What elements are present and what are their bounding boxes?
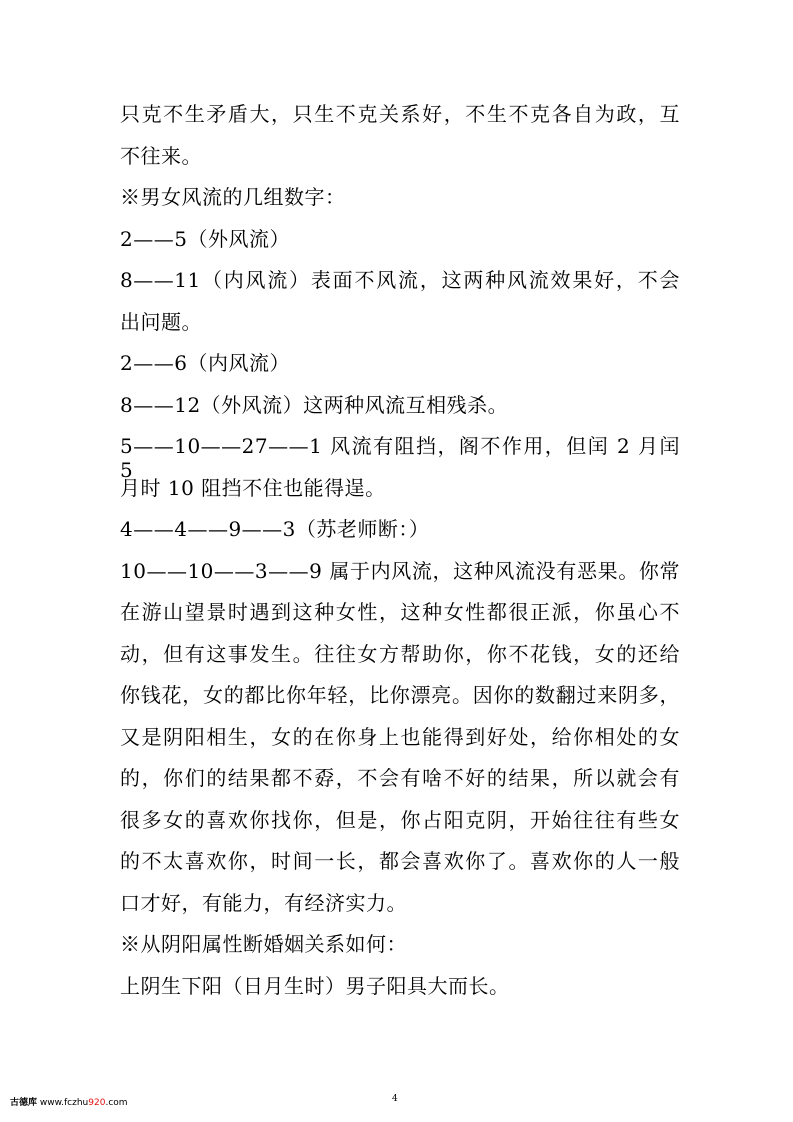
- paragraph-line: 的不太喜欢你，时间一长，都会喜欢你了。喜欢你的人一般: [120, 849, 680, 873]
- footer-url-number[interactable]: 920: [88, 1098, 106, 1108]
- paragraph-line: 10——10——3——9 属于内风流，这种风流没有恶果。你常: [120, 558, 680, 583]
- paragraph-line: 月时 10 阻挡不住也能得逞。: [120, 475, 386, 500]
- paragraph-line: 5——10——27——1 风流有阻挡，阁不作用，但闰 2 月闰 5: [120, 434, 680, 482]
- footer-site-name: 古德库: [10, 1098, 38, 1108]
- paragraph-line: 在游山望景时遇到这种女性，这种女性都很正派，你虽心不: [120, 600, 680, 624]
- document-body: [120, 102, 680, 1015]
- section-heading: ※从阴阳属性断婚姻关系如何：: [120, 932, 407, 956]
- paragraph-line: 出问题。: [120, 309, 202, 334]
- paragraph-line: 4——4——9——3（苏老师断：）: [120, 517, 430, 541]
- paragraph-line: 8——12（外风流）这两种风流互相残杀。: [120, 392, 509, 417]
- paragraph-line: 的，你们的结果都不孬，不会有啥不好的结果，所以就会有: [120, 766, 680, 790]
- footer-source-watermark: [10, 1097, 128, 1109]
- paragraph-line: 2——5（外风流）: [120, 226, 290, 251]
- paragraph-line: 口才好，有能力，有经济实力。: [120, 890, 407, 915]
- paragraph-line: 又是阴阳相生，女的在你身上也能得到好处，给你相处的女: [120, 724, 680, 749]
- paragraph-line: 2——6（内风流）: [120, 351, 290, 375]
- paragraph-line: 8——11（内风流）表面不风流，这两种风流效果好，不会: [120, 268, 680, 292]
- paragraph-line: 你钱花，女的都比你年轻，比你漂亮。因你的数翻过来阴多，: [120, 683, 680, 707]
- footer-url-prefix[interactable]: www.fczhu: [39, 1098, 89, 1108]
- page-number: 4: [392, 1094, 398, 1104]
- paragraph-line: 很多女的喜欢你找你，但是，你占阳克阴，开始往往有些女: [120, 807, 680, 832]
- paragraph-line: 不往来。: [120, 143, 202, 168]
- paragraph-line: 上阴生下阳（日月生时）男子阳具大而长。: [120, 973, 510, 998]
- footer-url-suffix[interactable]: .com: [105, 1098, 128, 1108]
- section-heading: ※男女风流的几组数字：: [120, 185, 346, 209]
- paragraph-line: 只克不生矛盾大，只生不克关系好，不生不克各自为政，互: [120, 102, 680, 126]
- paragraph-line: 动，但有这事发生。往往女方帮助你，你不花钱，女的还给: [120, 641, 680, 666]
